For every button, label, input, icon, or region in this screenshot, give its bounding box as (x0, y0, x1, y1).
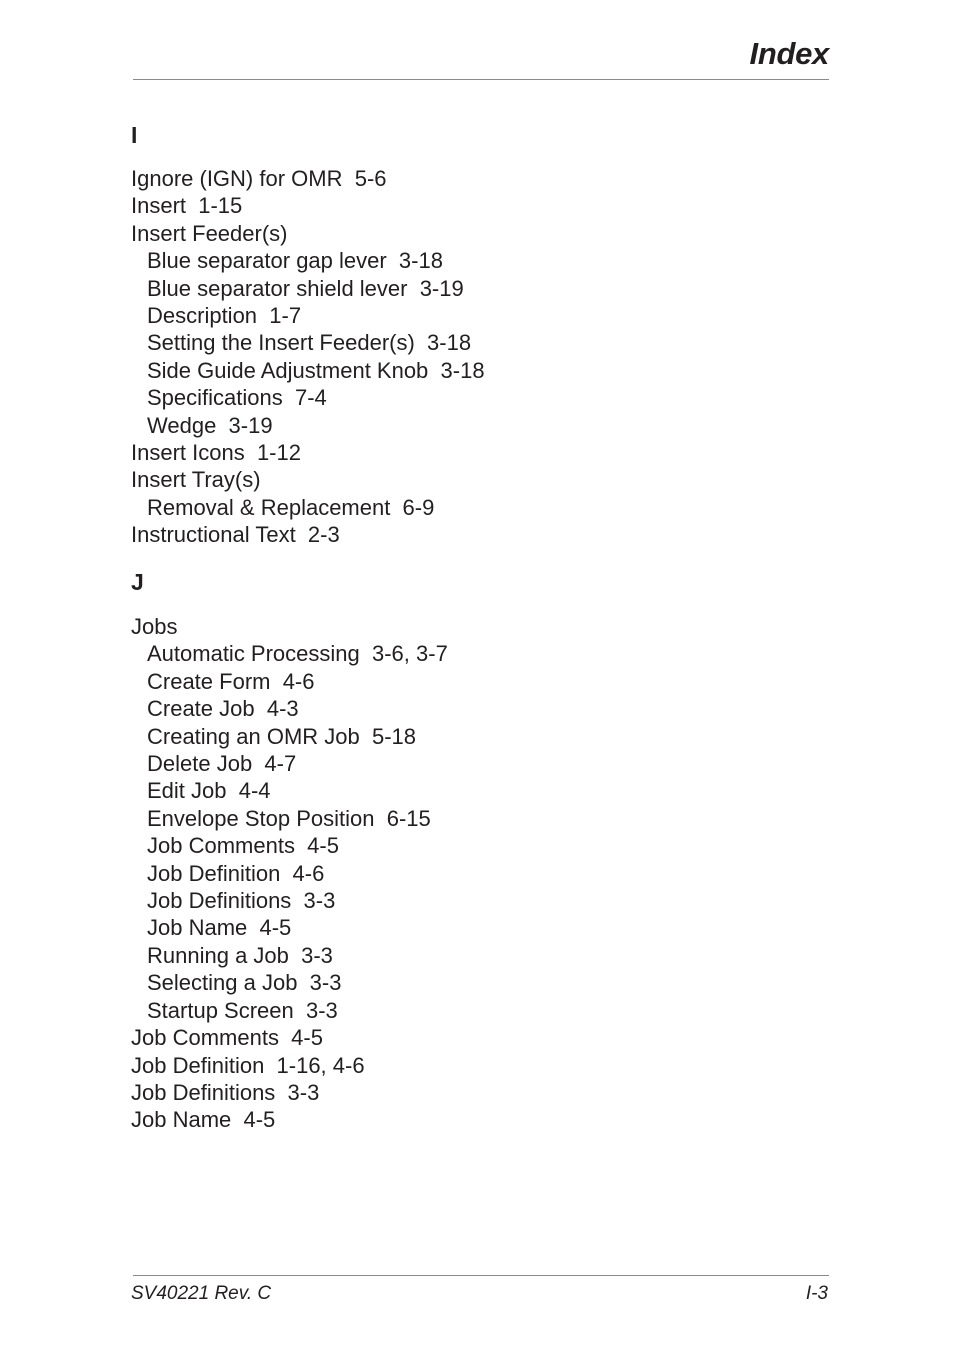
index-subentry: Description 1-7 (147, 303, 302, 329)
index-entry: Job Comments 4-5 (131, 1025, 323, 1051)
index-subentry: Job Definition 4-6 (147, 860, 325, 886)
index-entry: Insert Tray(s) (131, 467, 261, 493)
index-subentry: Startup Screen 3-3 (147, 997, 338, 1023)
header-divider (133, 79, 829, 80)
index-list-i (131, 165, 485, 549)
index-subentry: Selecting a Job 3-3 (147, 970, 342, 996)
section-letter-i: I (131, 122, 138, 148)
index-subentry: Job Name 4-5 (147, 915, 292, 941)
index-subentry: Edit Job 4-4 (147, 778, 271, 804)
index-entry: Insert Feeder(s) (131, 220, 288, 246)
index-entry: Ignore (IGN) for OMR 5-6 (131, 166, 387, 191)
document-id: SV40221 Rev. C (131, 1283, 272, 1304)
index-subentry: Running a Job 3-3 (147, 942, 333, 968)
index-subentry: Wedge 3-19 (147, 412, 273, 438)
page-title: Index (749, 36, 829, 71)
index-subentry: Create Form 4-6 (147, 668, 315, 694)
index-entry: Insert Icons 1-12 (131, 440, 301, 466)
index-subentry: Setting the Insert Feeder(s) 3-18 (147, 330, 472, 356)
index-subentry: Blue separator gap lever 3-18 (147, 248, 443, 274)
index-subentry: Job Definitions 3-3 (147, 888, 336, 914)
index-entry: Instructional Text 2-3 (131, 522, 340, 548)
index-entry: Job Name 4-5 (131, 1107, 276, 1133)
index-subentry: Side Guide Adjustment Knob 3-18 (147, 357, 485, 383)
index-subentry: Envelope Stop Position 6-15 (147, 805, 431, 831)
index-subentry: Blue separator shield lever 3-19 (147, 275, 464, 301)
index-subentry: Creating an OMR Job 5-18 (147, 723, 417, 749)
index-subentry: Removal & Replacement 6-9 (147, 494, 435, 520)
index-subentry: Automatic Processing 3-6, 3-7 (147, 641, 448, 667)
index-subentry: Create Job 4-3 (147, 696, 299, 722)
section-letter-j: J (131, 569, 144, 595)
page-number: I-3 (805, 1283, 828, 1304)
index-entry: Insert 1-15 (131, 193, 243, 219)
index-entry: Job Definition 1-16, 4-6 (131, 1052, 365, 1078)
index-subentry: Delete Job 4-7 (147, 751, 297, 777)
index-list-j (131, 613, 448, 1134)
index-entry: Job Definitions 3-3 (131, 1079, 320, 1105)
footer-divider (133, 1275, 829, 1276)
index-subentry: Specifications 7-4 (147, 385, 327, 411)
index-subentry: Job Comments 4-5 (147, 833, 339, 859)
index-entry: Jobs (131, 614, 178, 639)
